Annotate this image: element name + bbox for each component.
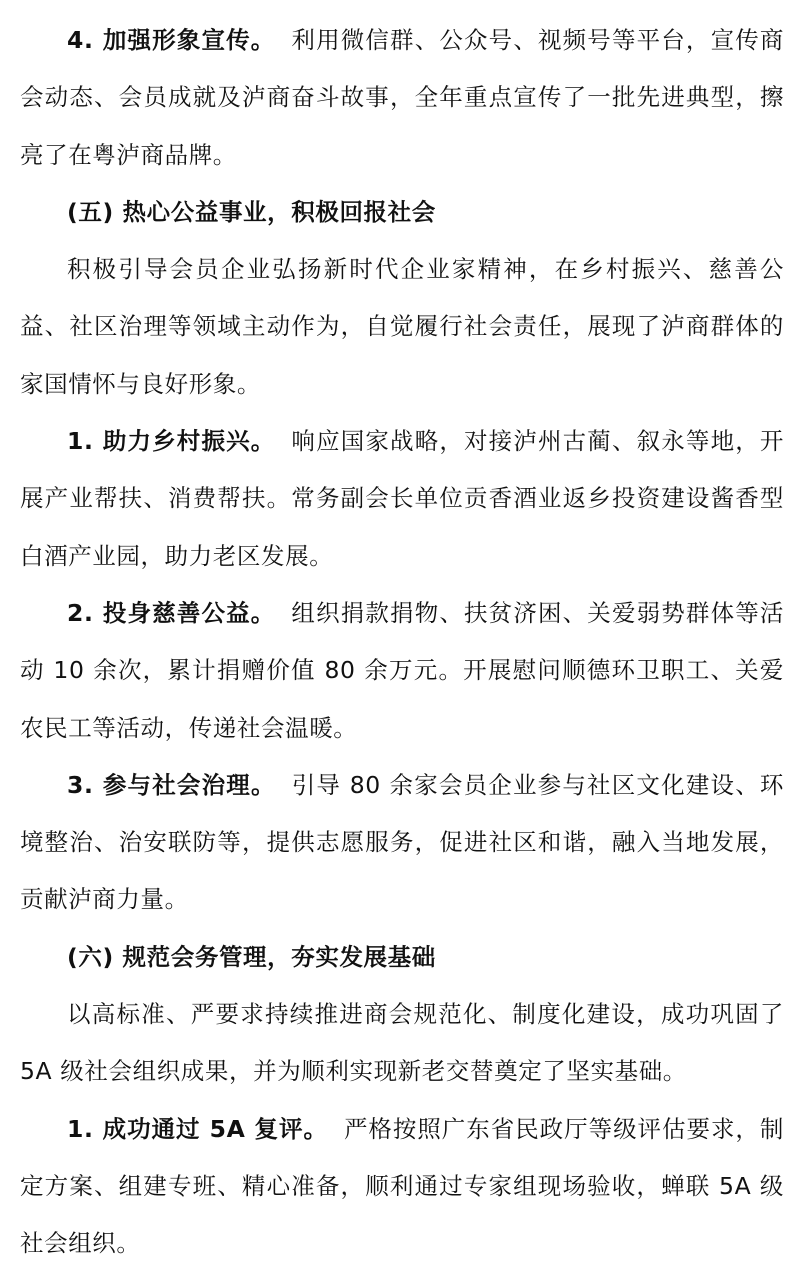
item-lead-charity: 2. 投身慈善公益。 [67,598,276,627]
item-paragraph-5a [20,1101,784,1273]
body-paragraph-charity-intro: 积极引导会员企业弘扬新时代企业家精神，在乡村振兴、慈善公益、社区治理等领域主动作为，自觉履行社会责任，展现了泸商群体的家国情怀与良好形象。 [20,255,784,398]
item-text-promotion: 利用微信群、公众号、视频号等平台，宣传商会动态、会员成就及泸商奋斗故事，全年重点宣传了一批先进典型，擦亮了在粤泸商品牌。 [20,26,784,169]
item-lead-governance: 3. 参与社会治理。 [67,770,276,799]
item-lead-promotion: 4. 加强形象宣传。 [67,26,276,54]
item-lead-5a: 1. 成功通过 5A 复评。 [67,1114,328,1143]
body-paragraph-management-intro: 以高标准、严要求持续推进商会规范化、制度化建设，成功巩固了 5A 级社会组织成果，并为顺利实现新老交替奠定了坚实基础。 [20,1000,784,1086]
item-text-rural: 响应国家战略，对接泸州古蔺、叙永等地，开展产业帮扶、消费帮扶。常务副会长单位贡香酒业返乡投资建设酱香型白酒产业园，助力老区发展。 [20,427,784,570]
section-heading-charity: (五) 热心公益事业，积极回报社会 [67,197,436,226]
item-paragraph-rural [20,413,784,585]
item-paragraph-governance [20,757,784,929]
item-text-charity: 组织捐款捐物、扶贫济困、关爱弱势群体等活动 10 余次，累计捐赠价值 80 余万元。开展慰问顺德环卫职工、关爱农民工等活动，传递社会温暖。 [20,598,784,742]
item-paragraph-promotion [20,12,784,184]
section-heading-management: (六) 规范会务管理，夯实发展基础 [67,942,436,971]
item-text-governance: 引导 80 余家会员企业参与社区文化建设、环境整治、治安联防等，提供志愿服务，促进社区和谐，融入当地发展，贡献泸商力量。 [20,770,784,914]
item-paragraph-charity [20,585,784,757]
item-text-5a: 严格按照广东省民政厅等级评估要求，制定方案、组建专班、精心准备，顺利通过专家组现场验收，蝉联 5A 级社会组织。 [20,1114,784,1258]
item-lead-rural: 1. 助力乡村振兴。 [67,427,276,456]
